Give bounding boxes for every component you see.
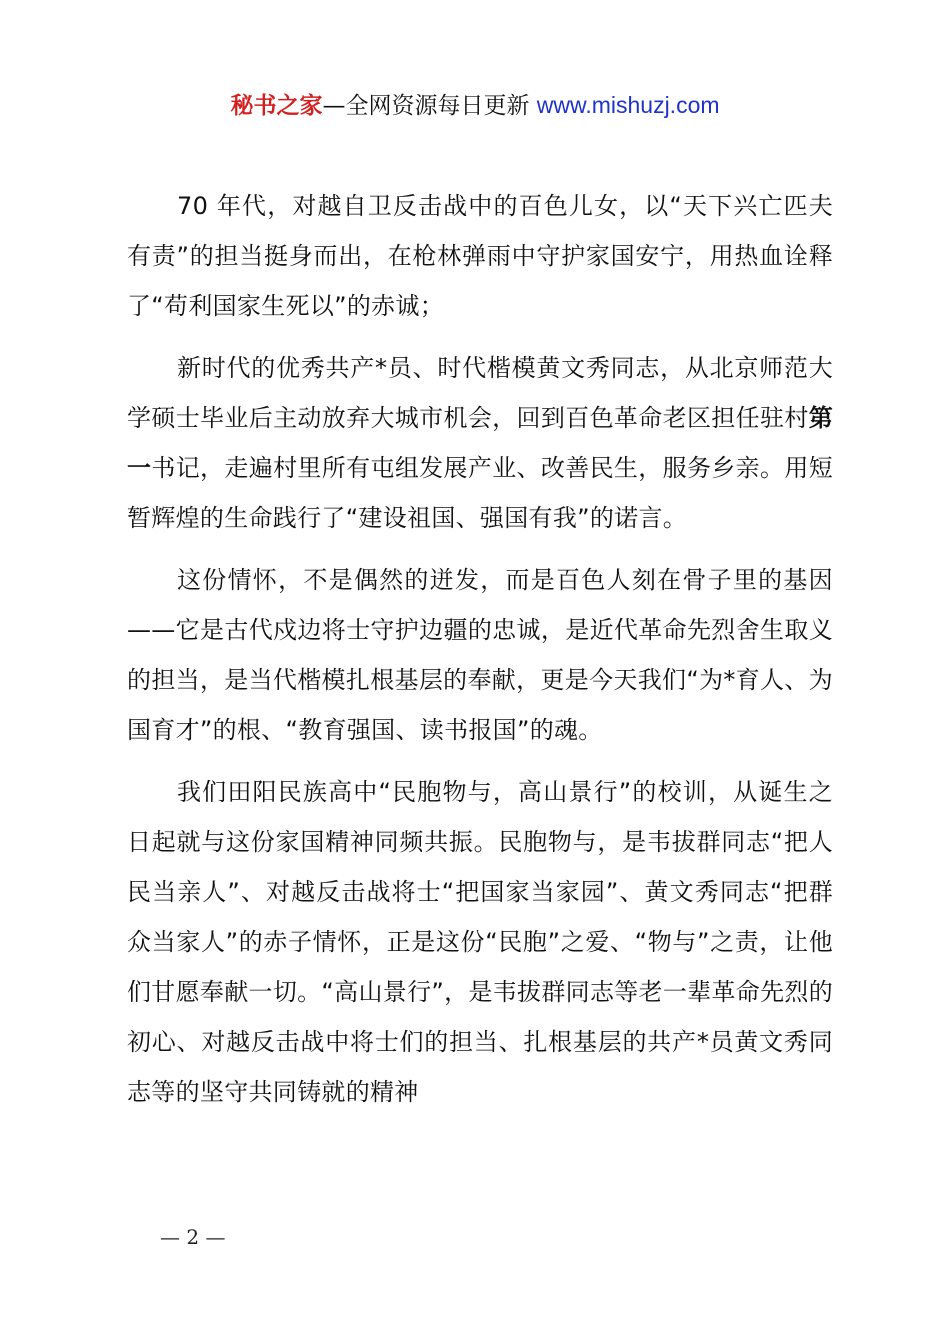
paragraph-1: 70 年代，对越自卫反击战中的百色儿女，以“天下兴亡匹夫有责”的担当挺身而出，在枪林弹雨中守护家国安宁，用热血诠释了“苟利国家生死以”的赤诚； (127, 192, 833, 320)
document-body (127, 181, 833, 1129)
website-link[interactable]: www.mishuzj.com (536, 92, 720, 118)
paragraph-2-text-before: 新时代的优秀共产*员、时代楷模黄文秀同志，从北京师范大学硕士毕业后主动放弃大城市机会，回到百色革命老区担任驻村 (127, 354, 833, 432)
paragraph-2-text-after: 书记，走遍村里所有屯组发展产业、改善民生，服务乡亲。用短暂辉煌的生命践行了“建设祖国、强国有我”的诺言。 (127, 454, 833, 532)
paragraph-2-bold-text: 第一 (127, 404, 833, 482)
paragraph-4: 我们田阳民族高中“民胞物与，高山景行”的校训，从诞生之日起就与这份家国精神同频共振。民胞物与，是韦拔群同志“把人民当亲人”、对越反击战将士“把国家当家园”、黄文秀同志“把群众当家人”的赤子情怀，正是这份“民胞”之爱、“物与”之责，让他们甘愿奉献一切。“高山景行”，是韦拔群同志等老一辈革命先烈的初心、对越反击战中将士们的担当、扎根基层的共产*员黄文秀同志等的坚守共同铸就的精神 (127, 778, 833, 1106)
brand-name: 秘书之家 (230, 93, 323, 119)
page-number: — 2 — (160, 1225, 226, 1249)
header-slogan: —全网资源每日更新 (322, 93, 530, 119)
paragraph-3: 这份情怀，不是偶然的迸发，而是百色人刻在骨子里的基因——它是古代戍边将士守护边疆的忠诚，是近代革命先烈舍生取义的担当，是当代楷模扎根基层的奉献，更是今天我们“为*育人、为国育才”的根、“教育强国、读书报国”的魂。 (127, 566, 833, 744)
paragraph-2 (127, 343, 833, 543)
page-header (0, 88, 950, 123)
